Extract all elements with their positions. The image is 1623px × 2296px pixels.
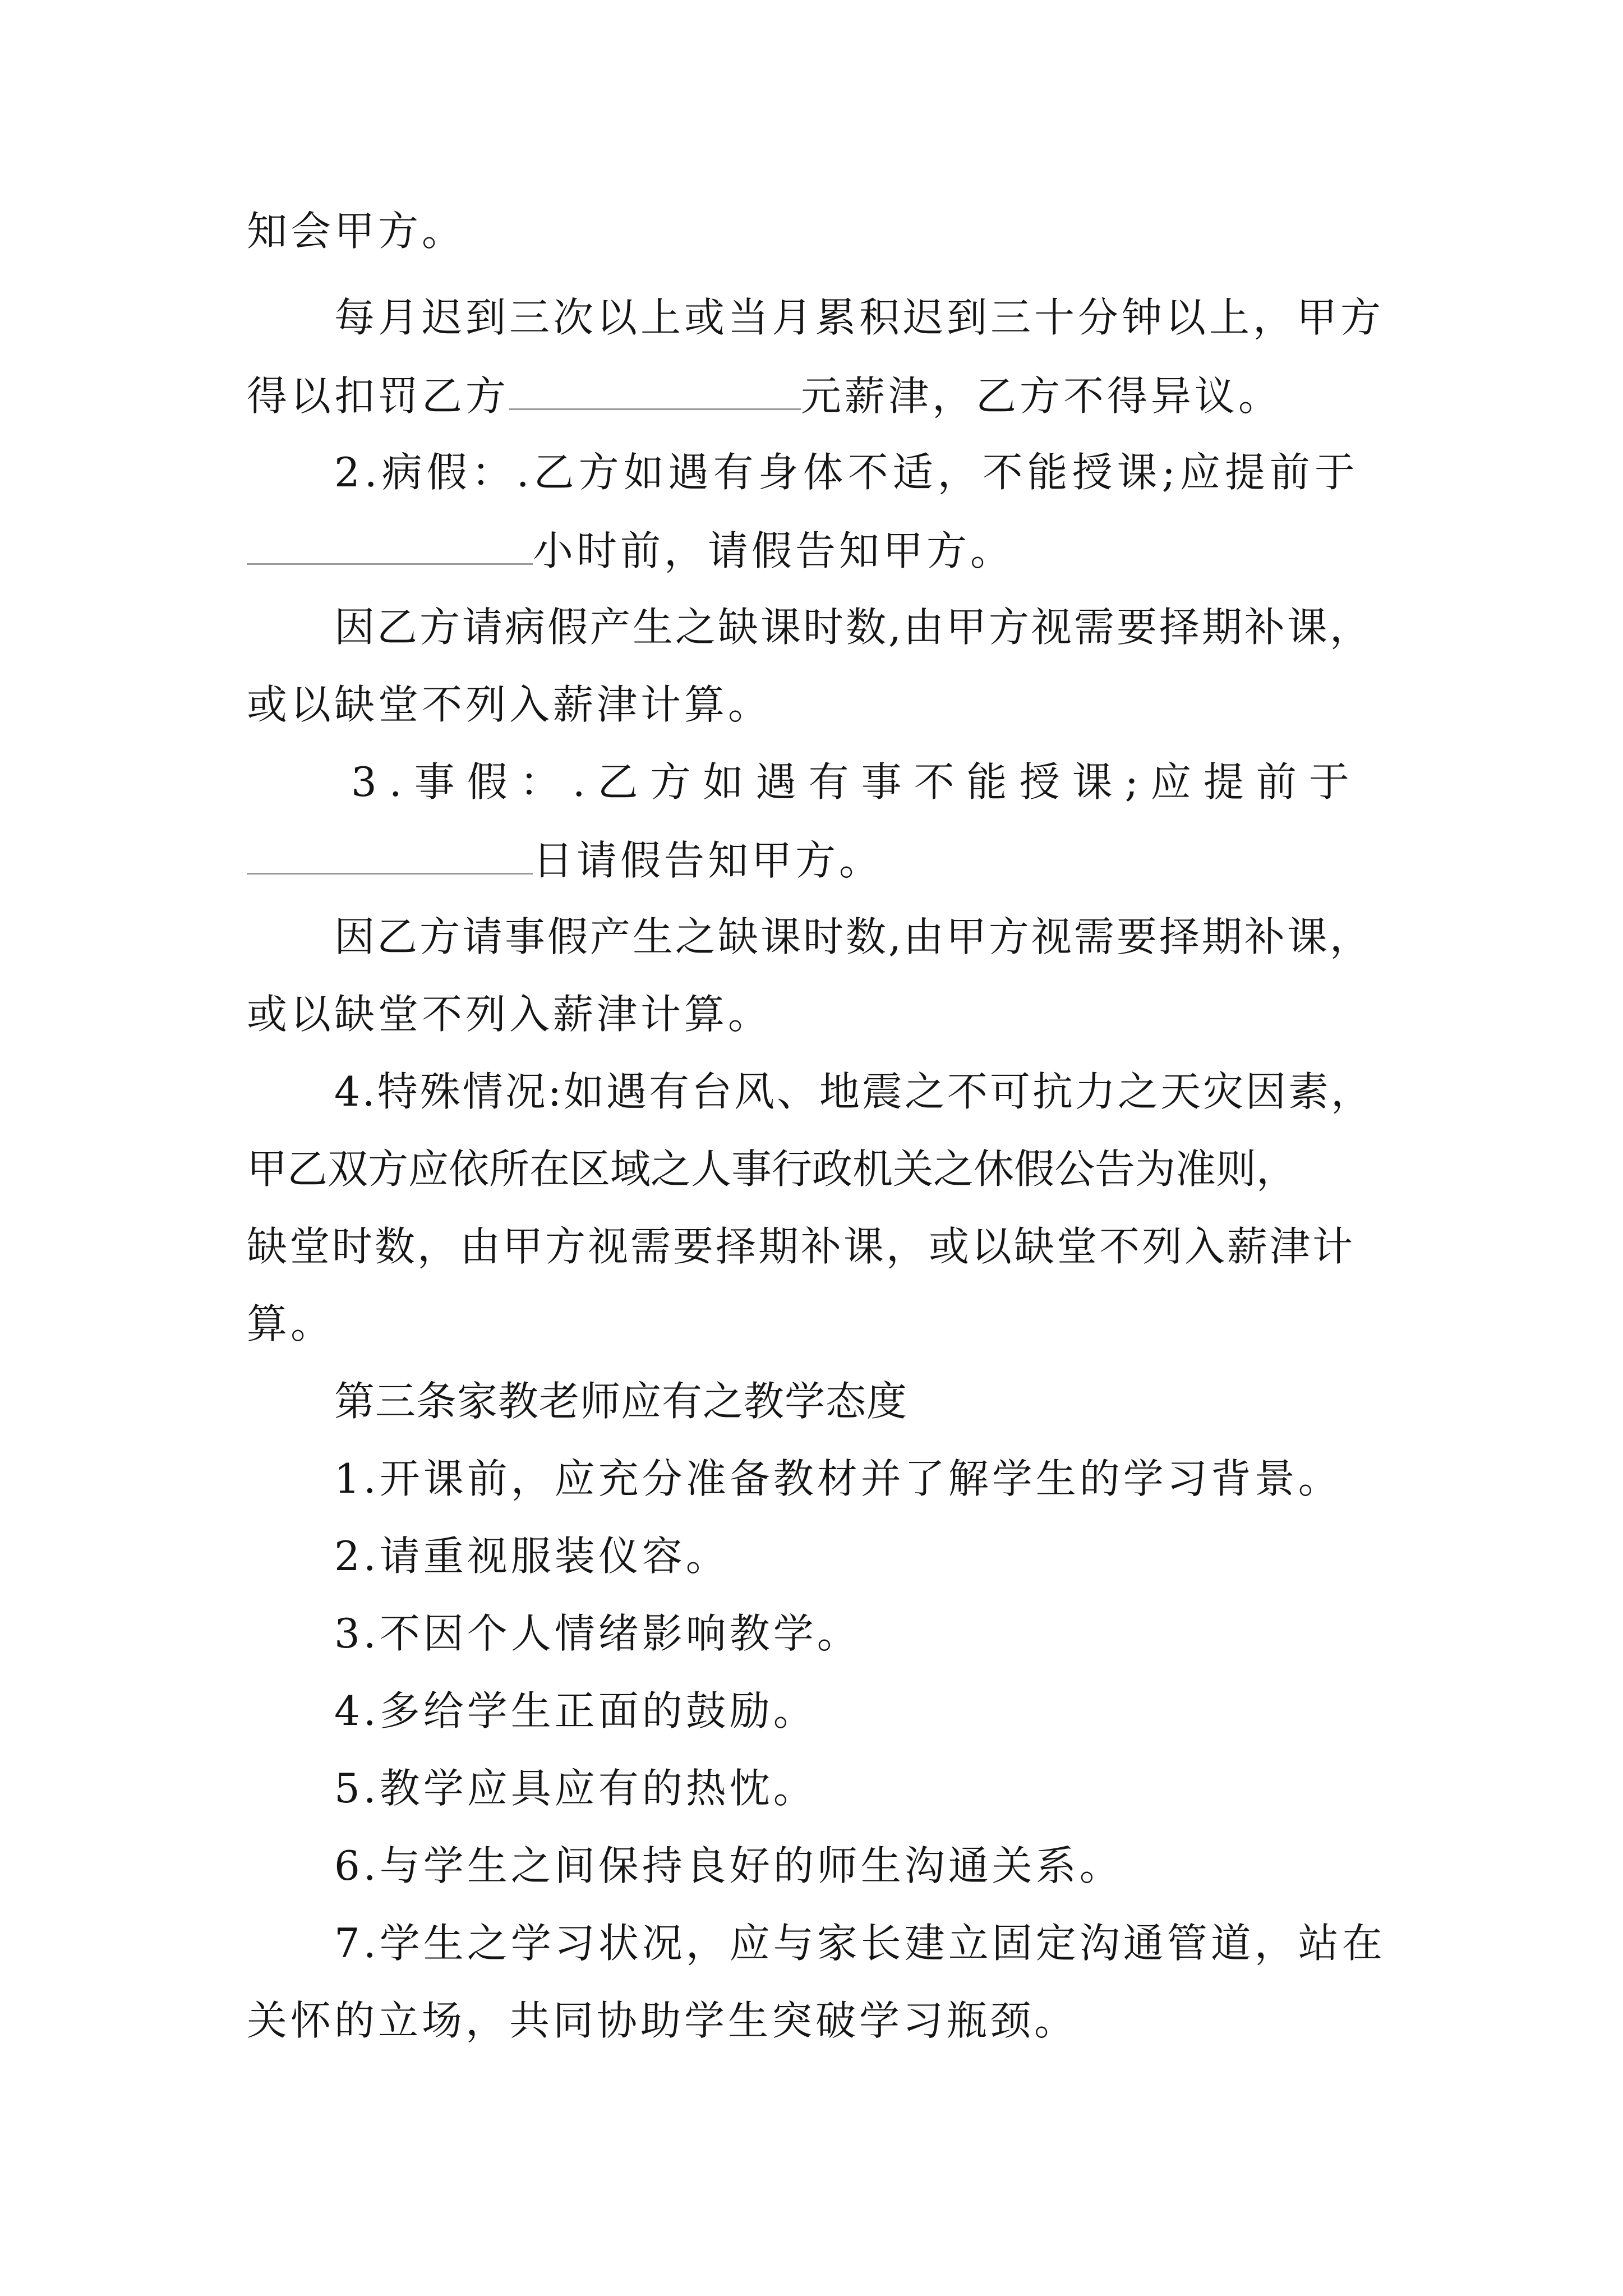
text-segment: 5.教学应具应有的热忱。 — [334, 1765, 817, 1812]
text-segment: 第三条家教老师应有之教学态度 — [334, 1378, 908, 1425]
text-segment: 或以缺堂不列入薪津计算。 — [247, 991, 772, 1038]
section-heading — [334, 1378, 908, 1425]
text-line — [247, 991, 772, 1038]
text-line — [334, 449, 1359, 496]
text-line — [351, 758, 1362, 806]
text-segment: 因乙方请事假产生之缺课时数,由甲方视需要择期补课， — [334, 913, 1372, 960]
text-segment: 2.请重视服装仪容。 — [334, 1533, 730, 1580]
text-line — [247, 1223, 1355, 1270]
fill-in-blank — [247, 530, 533, 565]
text-segment: 甲乙双方应依所在区域之人事行政机关之休假公告为准则， — [247, 1145, 1297, 1193]
text-segment: 知会甲方。 — [247, 208, 466, 255]
text-segment: 算。 — [247, 1300, 335, 1347]
text-segment: 关怀的立场，共同协助学生突破学习瓶颈。 — [247, 1997, 1078, 2044]
list-item — [334, 1842, 1123, 1889]
text-line — [247, 527, 1015, 574]
text-segment: 4.多给学生正面的鼓励。 — [334, 1687, 817, 1734]
text-line — [247, 1145, 1297, 1193]
text-segment: 得以扣罚乙方 — [247, 372, 510, 420]
text-segment: 小时前，请假告知甲方。 — [533, 527, 1015, 574]
text-segment: 日请假告知甲方。 — [533, 837, 883, 884]
text-line — [247, 681, 772, 728]
text-segment: 因乙方请病假产生之缺课时数,由甲方视需要择期补课， — [334, 604, 1372, 651]
text-segment: 6.与学生之间保持良好的师生沟通关系。 — [334, 1842, 1123, 1889]
list-item — [334, 1533, 730, 1580]
text-segment: 7.学生之学习状况，应与家长建立固定沟通管道，站在 — [334, 1920, 1386, 1967]
fill-in-blank — [247, 839, 533, 875]
text-line — [247, 837, 883, 884]
list-item — [334, 1920, 1386, 1967]
text-line — [334, 1068, 1373, 1115]
list-item — [334, 1610, 861, 1657]
text-segment: 3.不因个人情绪影响教学。 — [334, 1610, 861, 1657]
text-line — [334, 913, 1372, 960]
text-segment: 3.事假：.乙方如遇有事不能授课;应提前于 — [351, 758, 1362, 806]
list-item — [247, 1997, 1078, 2044]
text-segment: 1.开课前，应充分准备教材并了解学生的学习背景。 — [334, 1455, 1342, 1502]
text-segment: 4.特殊情况:如遇有台风、地震之不可抗力之天灾因素， — [334, 1068, 1373, 1115]
list-item — [334, 1687, 817, 1734]
fill-in-blank — [509, 375, 801, 410]
list-item — [334, 1765, 817, 1812]
text-line — [334, 604, 1372, 651]
text-segment: 缺堂时数，由甲方视需要择期补课，或以缺堂不列入薪津计 — [247, 1223, 1355, 1270]
text-line — [247, 208, 466, 255]
text-line — [247, 1300, 335, 1347]
text-segment: 或以缺堂不列入薪津计算。 — [247, 681, 772, 728]
text-segment: 元薪津，乙方不得异议。 — [801, 372, 1283, 420]
text-line — [247, 372, 1283, 420]
text-line — [334, 294, 1385, 341]
text-segment: 2.病假：.乙方如遇有身体不适，不能授课;应提前于 — [334, 449, 1359, 496]
list-item — [334, 1455, 1342, 1502]
text-segment: 每月迟到三次以上或当月累积迟到三十分钟以上，甲方 — [334, 294, 1385, 341]
